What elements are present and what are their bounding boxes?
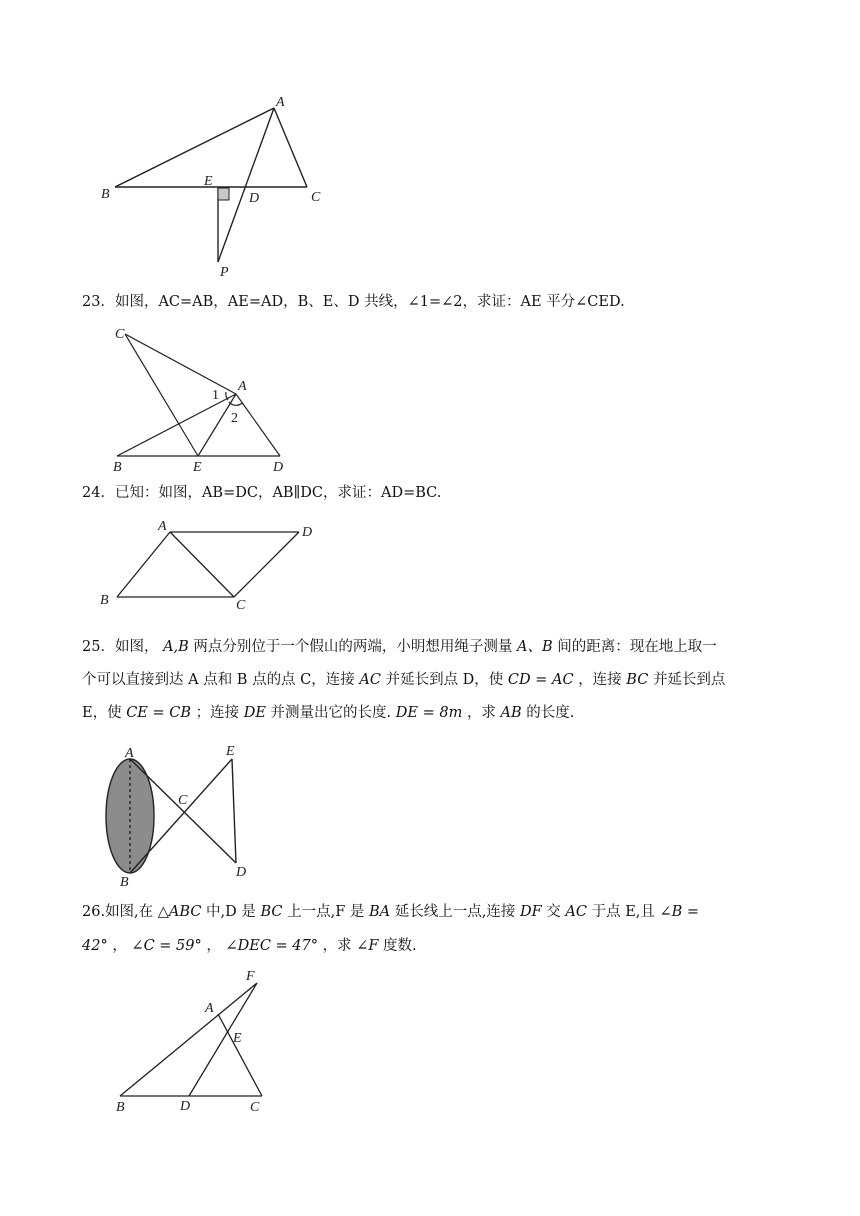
- label-D: D: [180, 1099, 191, 1114]
- label-A: A: [125, 746, 134, 761]
- label-D: D: [249, 191, 260, 206]
- math-run: 42°: [82, 938, 108, 954]
- label-E: E: [204, 174, 213, 189]
- label-P: P: [220, 265, 229, 280]
- math-run: DE = 8m: [395, 705, 463, 721]
- text-run: 个可以直接到达 A 点和 B 点的点 C，连接: [82, 672, 355, 688]
- text-run: ；连接: [195, 705, 240, 721]
- text-run: ，: [112, 938, 127, 954]
- label-C: C: [178, 793, 188, 808]
- label-C: C: [236, 598, 246, 613]
- label-C: C: [250, 1100, 260, 1115]
- text-run: 并测量出它的长度.: [270, 705, 392, 721]
- label-E: E: [233, 1031, 242, 1046]
- math-run: A、B: [517, 639, 553, 655]
- math-run: ∠C = 59°: [131, 938, 202, 954]
- label-B: B: [116, 1100, 125, 1115]
- text-run: 间的距离：现在地上取一: [557, 639, 717, 655]
- label-angle-1: 1: [212, 388, 219, 403]
- text-run: 中,D 是: [206, 904, 256, 920]
- math-run: BA: [369, 904, 391, 920]
- math-run: CE = CB: [126, 705, 191, 721]
- label-D: D: [273, 460, 284, 475]
- label-A: A: [238, 379, 247, 394]
- label-D: D: [302, 525, 313, 540]
- problem-number: 23．: [82, 294, 115, 310]
- label-E: E: [193, 460, 202, 475]
- label-B: B: [101, 187, 110, 202]
- label-B: B: [100, 593, 109, 608]
- text-run: 度数.: [383, 938, 417, 954]
- label-B: B: [113, 460, 122, 475]
- math-run: AB: [500, 705, 522, 721]
- math-run: BC: [260, 904, 283, 920]
- text-run: 延长线上一点,连接: [394, 904, 516, 920]
- label-angle-2: 2: [231, 411, 238, 426]
- problem-number: 25．: [82, 639, 115, 655]
- math-run: DE: [243, 705, 266, 721]
- label-C: C: [311, 190, 321, 205]
- problem-statement: 如图，AC=AB，AE=AD，B、E、D 共线，∠1=∠2，求证：AE 平分∠CED.: [114, 294, 625, 310]
- math-run: DF: [520, 904, 542, 920]
- label-A: A: [158, 519, 167, 534]
- math-run: ∠B =: [659, 904, 700, 920]
- text-run: ，求: [322, 938, 352, 954]
- math-run: ∠F: [356, 938, 379, 954]
- label-D: D: [236, 865, 247, 880]
- math-run: CD = AC: [507, 672, 574, 688]
- math-run: AC: [565, 904, 587, 920]
- math-run: AC: [359, 672, 381, 688]
- text-run: ，连接: [578, 672, 622, 688]
- text-run: 并延长到点 D，使: [385, 672, 504, 688]
- problem-number: 24．: [82, 485, 115, 501]
- math-run: ∠DEC = 47°: [225, 938, 318, 954]
- text-run: 的长度.: [526, 705, 575, 721]
- text-run: 如图,在: [105, 904, 154, 920]
- text-run: 上一点,F 是: [287, 904, 365, 920]
- text-run: E，使: [82, 705, 122, 721]
- text-run: ，: [206, 938, 221, 954]
- text-run: 两点分别位于一个假山的两端，小明想用绳子测量: [193, 639, 513, 655]
- text-run: 如图，: [114, 639, 159, 655]
- math-run: A,B: [163, 639, 189, 655]
- text-run: 于点 E,且: [591, 904, 655, 920]
- problem-number: 26.: [82, 904, 106, 920]
- math-run: △ABC: [157, 904, 202, 920]
- label-A: A: [205, 1001, 214, 1016]
- label-C: C: [115, 327, 125, 342]
- label-B: B: [120, 875, 129, 890]
- text-run: 并延长到点: [652, 672, 726, 688]
- text-run: 交: [546, 904, 561, 920]
- label-A: A: [276, 95, 285, 110]
- math-run: BC: [626, 672, 649, 688]
- problem-statement: 已知：如图，AB=DC，AB∥DC，求证：AD=BC.: [114, 485, 442, 501]
- label-F: F: [246, 969, 255, 984]
- label-E: E: [226, 744, 235, 759]
- text-run: ，求: [466, 705, 496, 721]
